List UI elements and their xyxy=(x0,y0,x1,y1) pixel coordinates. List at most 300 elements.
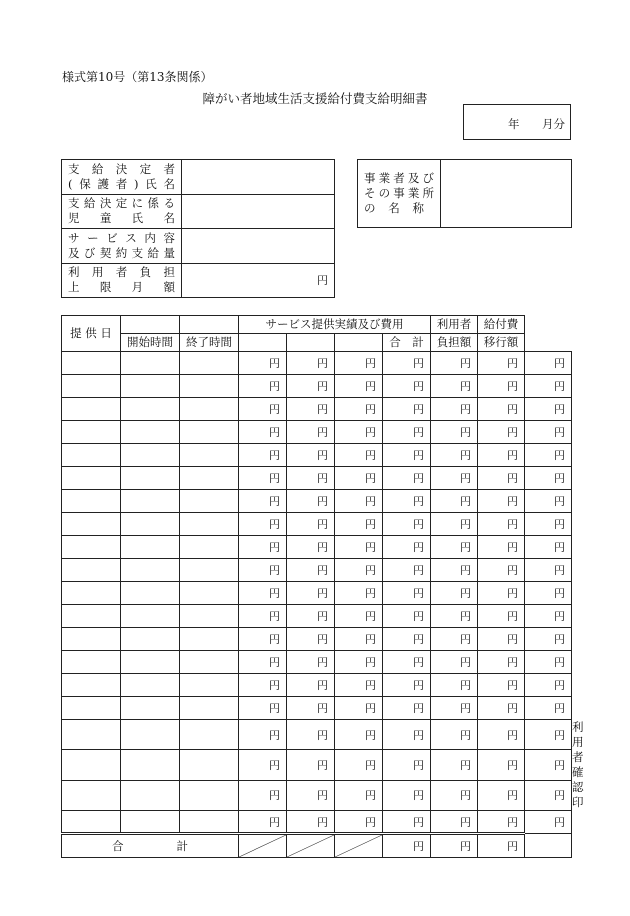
yen-amount-cell[interactable]: 円 xyxy=(335,674,383,697)
yen-amount-cell[interactable]: 円 xyxy=(478,582,525,605)
end-time-cell[interactable] xyxy=(180,750,239,780)
end-time-cell[interactable] xyxy=(180,720,239,750)
label-char: 負 xyxy=(139,265,152,280)
recipient-label-line1 xyxy=(68,196,175,211)
yen-amount-cell[interactable]: 円 xyxy=(335,582,383,605)
yen-amount-cell[interactable]: 円 xyxy=(287,697,335,720)
provision-day-cell[interactable] xyxy=(62,750,121,780)
label-char: 内 xyxy=(144,230,156,245)
yen-amount-cell[interactable]: 円 xyxy=(335,780,383,810)
yen-amount-cell[interactable]: 円 xyxy=(383,375,431,398)
recipient-row xyxy=(62,229,335,264)
yen-amount-cell[interactable]: 円 xyxy=(335,605,383,628)
start-time-cell[interactable] xyxy=(121,605,180,628)
label-char: 支 xyxy=(68,196,80,211)
provision-day-cell[interactable] xyxy=(62,421,121,444)
yen-amount-cell[interactable]: 円 xyxy=(287,444,335,467)
yen-amount-cell[interactable]: 円 xyxy=(287,467,335,490)
yen-amount-cell[interactable]: 円 xyxy=(431,536,478,559)
start-time-cell[interactable] xyxy=(121,720,180,750)
provider-label xyxy=(358,160,441,228)
yen-amount-cell[interactable]: 円 xyxy=(383,628,431,651)
recipient-value-field[interactable] xyxy=(182,194,335,229)
total-column-header: 合 計 xyxy=(383,334,431,352)
yen-amount-cell[interactable]: 円 xyxy=(335,490,383,513)
yen-amount-cell[interactable]: 円 xyxy=(383,536,431,559)
yen-amount-cell[interactable]: 円 xyxy=(525,421,572,444)
provision-day-cell[interactable] xyxy=(62,605,121,628)
label-char: 者 xyxy=(115,176,128,191)
label-char: ス xyxy=(125,230,137,245)
yen-amount-cell[interactable]: 円 xyxy=(335,811,383,834)
yen-amount-cell[interactable]: 円 xyxy=(239,582,287,605)
label-char: 者 xyxy=(393,171,405,185)
yen-amount-cell[interactable]: 円 xyxy=(335,720,383,750)
recipient-label xyxy=(62,263,182,298)
yen-amount-cell[interactable]: 円 xyxy=(335,513,383,536)
table-row xyxy=(62,490,572,513)
yen-amount-cell[interactable]: 円 xyxy=(287,811,335,834)
label-char: 童 xyxy=(99,211,112,226)
total-label-char: 合 xyxy=(112,839,124,853)
table-row xyxy=(62,559,572,582)
provider-name-field[interactable] xyxy=(441,160,572,228)
end-time-cell[interactable] xyxy=(180,352,239,375)
label-char: 氏 xyxy=(131,211,144,226)
end-time-cell[interactable] xyxy=(180,559,239,582)
yen-amount-cell[interactable]: 円 xyxy=(239,421,287,444)
start-time-cell[interactable] xyxy=(121,582,180,605)
end-time-cell[interactable] xyxy=(180,467,239,490)
yen-amount-cell[interactable]: 円 xyxy=(525,697,572,720)
yen-amount-cell[interactable]: 円 xyxy=(287,421,335,444)
yen-amount-cell[interactable]: 円 xyxy=(431,720,478,750)
label-char: 契 xyxy=(99,245,112,260)
yen-amount-cell[interactable]: 円 xyxy=(239,605,287,628)
end-time-cell[interactable] xyxy=(180,582,239,605)
start-time-cell[interactable] xyxy=(121,780,180,810)
label-char: 支 xyxy=(68,161,80,176)
yen-amount-cell[interactable]: 円 xyxy=(335,444,383,467)
start-time-cell[interactable] xyxy=(121,750,180,780)
table-row xyxy=(62,421,572,444)
label-char: の xyxy=(364,201,376,215)
recipient-label-line1 xyxy=(68,265,175,280)
yen-amount-cell[interactable]: 円 xyxy=(431,467,478,490)
table-row xyxy=(62,352,572,375)
slash-line xyxy=(239,835,286,857)
start-time-cell[interactable] xyxy=(121,421,180,444)
provision-day-cell[interactable] xyxy=(62,352,121,375)
end-time-cell[interactable] xyxy=(180,674,239,697)
user-burden-header-1: 利用者 xyxy=(431,316,478,334)
yen-amount-cell[interactable]: 円 xyxy=(525,559,572,582)
start-time-cell[interactable] xyxy=(121,811,180,834)
yen-amount-cell[interactable]: 円 xyxy=(478,490,525,513)
benefit-transfer-header-2: 移行額 xyxy=(478,334,525,352)
yen-amount-cell[interactable]: 円 xyxy=(287,582,335,605)
yen-amount-cell[interactable]: 円 xyxy=(287,352,335,375)
label-char: 定 xyxy=(115,196,128,211)
yen-amount-cell[interactable]: 円 xyxy=(383,720,431,750)
label-char: 業 xyxy=(378,171,391,185)
blank-header-cell xyxy=(180,316,239,334)
yen-amount-cell[interactable]: 円 xyxy=(287,651,335,674)
yen-amount-cell[interactable]: 円 xyxy=(525,444,572,467)
label-char: 決 xyxy=(99,196,112,211)
yen-amount-cell[interactable]: 円 xyxy=(431,375,478,398)
yen-amount-cell[interactable]: 円 xyxy=(431,750,478,780)
slash-line xyxy=(287,835,334,857)
slash-line xyxy=(335,835,382,857)
label-char: び xyxy=(83,245,96,260)
yen-amount-cell[interactable]: 円 xyxy=(335,467,383,490)
label-char: サ xyxy=(68,230,80,245)
yen-amount-cell[interactable]: 円 xyxy=(478,398,525,421)
yen-amount-cell[interactable]: 円 xyxy=(239,651,287,674)
provision-day-cell[interactable] xyxy=(62,811,121,834)
label-char: 給 xyxy=(83,196,96,211)
yen-amount-cell[interactable]: 円 xyxy=(287,375,335,398)
yen-amount-cell[interactable]: 円 xyxy=(525,582,572,605)
start-time-cell[interactable] xyxy=(121,651,180,674)
yen-amount-cell[interactable]: 円 xyxy=(335,559,383,582)
user-confirm-seal-field[interactable] xyxy=(525,834,572,858)
yen-amount-cell[interactable]: 円 xyxy=(431,674,478,697)
yen-amount-cell[interactable]: 円 xyxy=(335,750,383,780)
yen-amount-cell[interactable]: 円 xyxy=(525,720,572,750)
table-row xyxy=(62,398,572,421)
yen-amount-cell[interactable]: 円 xyxy=(431,421,478,444)
label-char: に xyxy=(131,196,144,211)
service-costs-header: サービス提供実績及び費用 xyxy=(239,316,431,334)
yen-amount-cell[interactable]: 円 xyxy=(287,750,335,780)
start-time-cell[interactable] xyxy=(121,490,180,513)
label-char: 所 xyxy=(422,186,434,200)
yen-amount-cell[interactable]: 円 xyxy=(478,720,525,750)
yen-amount-cell[interactable]: 円 xyxy=(383,490,431,513)
yen-amount-cell[interactable]: 円 xyxy=(525,398,572,421)
yen-amount-cell[interactable]: 円 xyxy=(287,674,335,697)
yen-amount-cell[interactable]: 円 xyxy=(383,352,431,375)
yen-amount-cell[interactable]: 円 xyxy=(431,628,478,651)
total-yen-cell[interactable]: 円 xyxy=(431,834,478,858)
yen-amount-cell[interactable]: 円 xyxy=(478,697,525,720)
provision-day-cell[interactable] xyxy=(62,467,121,490)
yen-amount-cell[interactable]: 円 xyxy=(335,421,383,444)
provision-day-cell[interactable] xyxy=(62,628,121,651)
label-char: 護 xyxy=(97,176,109,191)
yen-amount-cell[interactable]: 円 xyxy=(383,750,431,780)
yen-amount-cell[interactable]: 円 xyxy=(287,490,335,513)
label-char: 用 xyxy=(91,265,104,280)
end-time-cell[interactable] xyxy=(180,811,239,834)
crossed-out-cell xyxy=(287,834,335,858)
table-row xyxy=(62,375,572,398)
yen-amount-cell[interactable]: 円 xyxy=(525,780,572,810)
yen-amount-cell[interactable]: 円 xyxy=(431,780,478,810)
provision-day-header: 提 供 日 xyxy=(62,316,121,352)
yen-amount-cell[interactable]: 円 xyxy=(478,674,525,697)
label-char: そ xyxy=(364,186,376,200)
yen-amount-cell[interactable]: 円 xyxy=(525,467,572,490)
yen-amount-cell[interactable]: 円 xyxy=(335,536,383,559)
yen-amount-cell[interactable]: 円 xyxy=(478,605,525,628)
yen-amount-cell[interactable]: 円 xyxy=(478,375,525,398)
label-char: ー xyxy=(87,230,99,245)
yen-amount-cell[interactable]: 円 xyxy=(383,811,431,834)
yen-amount-cell[interactable]: 円 xyxy=(478,513,525,536)
yen-amount-cell[interactable]: 円 xyxy=(287,720,335,750)
yen-amount-cell[interactable]: 円 xyxy=(431,513,478,536)
recipient-row xyxy=(62,263,335,298)
yen-amount-cell[interactable]: 円 xyxy=(525,490,572,513)
label-char: 利 xyxy=(68,265,80,280)
end-time-cell[interactable] xyxy=(180,651,239,674)
yen-amount-cell[interactable]: 円 xyxy=(239,559,287,582)
recipient-label-line1 xyxy=(68,231,175,246)
yen-amount-cell[interactable]: 円 xyxy=(383,467,431,490)
yen-amount-cell[interactable]: 円 xyxy=(525,651,572,674)
table-row xyxy=(62,536,572,559)
provider-label-line1 xyxy=(364,171,434,186)
end-time-header: 終了時間 xyxy=(180,334,239,352)
end-time-cell[interactable] xyxy=(180,421,239,444)
yen-amount-cell[interactable]: 円 xyxy=(383,697,431,720)
label-char: 保 xyxy=(79,176,91,191)
label-char: 容 xyxy=(163,230,175,245)
yen-amount-cell[interactable]: 円 xyxy=(431,811,478,834)
yen-amount-cell[interactable]: 円 xyxy=(525,811,572,834)
provision-day-cell[interactable] xyxy=(62,398,121,421)
yen-amount-cell[interactable]: 円 xyxy=(478,467,525,490)
yen-amount-cell[interactable]: 円 xyxy=(431,605,478,628)
side-spacer xyxy=(525,316,572,334)
yen-amount-cell[interactable]: 円 xyxy=(335,352,383,375)
recipient-label-line2 xyxy=(68,280,175,295)
provision-day-cell[interactable] xyxy=(62,375,121,398)
start-time-cell[interactable] xyxy=(121,467,180,490)
yen-amount-cell[interactable]: 円 xyxy=(383,651,431,674)
label-char: 決 xyxy=(115,161,128,176)
end-time-cell[interactable] xyxy=(180,490,239,513)
yen-amount-cell[interactable]: 円 xyxy=(287,559,335,582)
recipient-label xyxy=(62,194,182,229)
yen-amount-cell[interactable]: 円 xyxy=(239,375,287,398)
yen-amount-cell[interactable]: 円 xyxy=(383,559,431,582)
yen-amount-cell[interactable]: 円 xyxy=(335,398,383,421)
yen-amount-cell[interactable]: 円 xyxy=(525,750,572,780)
provision-day-cell[interactable] xyxy=(62,536,121,559)
end-time-cell[interactable] xyxy=(180,513,239,536)
label-char: 名 xyxy=(163,211,175,226)
provision-day-cell[interactable] xyxy=(62,697,121,720)
period-month-label: 月分 xyxy=(542,117,565,131)
start-time-cell[interactable] xyxy=(121,628,180,651)
yen-amount-cell[interactable]: 円 xyxy=(239,490,287,513)
yen-amount-cell[interactable]: 円 xyxy=(287,398,335,421)
yen-amount-cell[interactable]: 円 xyxy=(287,536,335,559)
yen-amount-cell[interactable]: 円 xyxy=(239,352,287,375)
yen-amount-cell[interactable]: 円 xyxy=(431,582,478,605)
label-char: 者 xyxy=(115,265,128,280)
yen-amount-cell[interactable]: 円 xyxy=(383,780,431,810)
yen-amount-cell[interactable]: 円 xyxy=(239,536,287,559)
start-time-cell[interactable] xyxy=(121,444,180,467)
yen-amount-cell[interactable]: 円 xyxy=(335,375,383,398)
label-char: 支 xyxy=(131,245,144,260)
yen-amount-cell[interactable]: 円 xyxy=(239,674,287,697)
yen-amount-cell[interactable]: 円 xyxy=(383,513,431,536)
yen-amount-cell[interactable]: 円 xyxy=(431,398,478,421)
start-time-cell[interactable] xyxy=(121,398,180,421)
yen-amount-cell[interactable]: 円 xyxy=(383,444,431,467)
table-row xyxy=(62,605,572,628)
yen-amount-cell[interactable]: 円 xyxy=(287,780,335,810)
benefit-transfer-header-1: 給付費 xyxy=(478,316,525,334)
provision-day-cell[interactable] xyxy=(62,651,121,674)
yen-amount-cell[interactable]: 円 xyxy=(478,444,525,467)
yen-amount-cell[interactable]: 円 xyxy=(335,628,383,651)
service-record-table xyxy=(61,315,584,858)
yen-amount-cell[interactable]: 円 xyxy=(239,467,287,490)
yen-amount-cell[interactable]: 円 xyxy=(431,559,478,582)
start-time-cell[interactable] xyxy=(121,352,180,375)
provision-day-cell[interactable] xyxy=(62,559,121,582)
yen-amount-cell[interactable]: 円 xyxy=(525,375,572,398)
total-yen-cell[interactable]: 円 xyxy=(383,834,431,858)
end-time-cell[interactable] xyxy=(180,444,239,467)
cost-subheader-cell xyxy=(335,334,383,352)
end-time-cell[interactable] xyxy=(180,780,239,810)
total-row xyxy=(62,834,572,858)
table-row xyxy=(62,651,572,674)
provision-day-cell[interactable] xyxy=(62,444,121,467)
user-burden-header-2: 負担額 xyxy=(431,334,478,352)
label-char: 者 xyxy=(163,161,175,176)
provision-day-cell[interactable] xyxy=(62,720,121,750)
end-time-cell[interactable] xyxy=(180,536,239,559)
start-time-cell[interactable] xyxy=(121,536,180,559)
yen-amount-cell[interactable]: 円 xyxy=(525,605,572,628)
start-time-cell[interactable] xyxy=(121,674,180,697)
start-time-cell[interactable] xyxy=(121,513,180,536)
provision-day-cell[interactable] xyxy=(62,674,121,697)
yen-amount-cell[interactable]: 円 xyxy=(431,444,478,467)
yen-amount-cell[interactable]: 円 xyxy=(239,720,287,750)
label-char: 月 xyxy=(131,280,144,295)
yen-amount-cell[interactable]: 円 xyxy=(431,651,478,674)
total-yen-cell[interactable]: 円 xyxy=(478,834,525,858)
label-char: 及 xyxy=(68,245,80,260)
yen-amount-cell[interactable]: 円 xyxy=(525,628,572,651)
period-box[interactable] xyxy=(463,104,571,140)
blank-header-cell xyxy=(121,316,180,334)
recipient-label-line1 xyxy=(68,162,175,177)
yen-amount-cell[interactable]: 円 xyxy=(287,513,335,536)
yen-amount-cell[interactable]: 円 xyxy=(525,674,572,697)
yen-amount-cell[interactable]: 円 xyxy=(478,536,525,559)
yen-amount-cell[interactable]: 円 xyxy=(239,513,287,536)
start-time-cell[interactable] xyxy=(121,375,180,398)
recipient-value-field[interactable] xyxy=(182,229,335,264)
yen-amount-cell[interactable]: 円 xyxy=(239,750,287,780)
start-time-cell[interactable] xyxy=(121,559,180,582)
provision-day-cell[interactable] xyxy=(62,490,121,513)
recipient-value-field[interactable] xyxy=(182,160,335,195)
yen-amount-cell[interactable]: 円 xyxy=(287,605,335,628)
yen-amount-cell[interactable]: 円 xyxy=(478,651,525,674)
crossed-out-cell xyxy=(335,834,383,858)
yen-amount-cell[interactable]: 円 xyxy=(239,444,287,467)
yen-amount-cell[interactable]: 円 xyxy=(478,352,525,375)
crossed-out-cell xyxy=(239,834,287,858)
recipient-label-line2 xyxy=(68,211,175,226)
table-row xyxy=(62,467,572,490)
provision-day-cell[interactable] xyxy=(62,780,121,810)
yen-amount-cell[interactable]: 円 xyxy=(335,697,383,720)
yen-amount-cell[interactable]: 円 xyxy=(525,536,572,559)
label-char: ビ xyxy=(106,230,118,245)
yen-amount-cell[interactable]: 円 xyxy=(383,605,431,628)
end-time-cell[interactable] xyxy=(180,697,239,720)
yen-amount-cell[interactable]: 円 xyxy=(335,651,383,674)
label-char: 給 xyxy=(91,161,104,176)
yen-amount-cell[interactable]: 円 xyxy=(478,811,525,834)
yen-amount-cell[interactable]: 円 xyxy=(239,628,287,651)
end-time-cell[interactable] xyxy=(180,605,239,628)
yen-amount-cell[interactable]: 円 xyxy=(239,780,287,810)
yen-amount-cell[interactable]: 円 xyxy=(239,811,287,834)
yen-amount-cell[interactable]: 円 xyxy=(478,421,525,444)
yen-amount-cell[interactable]: 円 xyxy=(478,559,525,582)
yen-amount-cell[interactable]: 円 xyxy=(431,697,478,720)
yen-amount-cell[interactable]: 円 xyxy=(383,421,431,444)
provider-label-line3 xyxy=(364,201,434,216)
label-char: 係 xyxy=(147,196,160,211)
yen-amount-cell[interactable]: 円 xyxy=(478,780,525,810)
cost-subheader-cell xyxy=(239,334,287,352)
yen-amount-cell[interactable]: 円 xyxy=(239,398,287,421)
recipient-value-field[interactable]: 円 xyxy=(182,263,335,298)
yen-amount-cell[interactable]: 円 xyxy=(383,398,431,421)
yen-amount-cell[interactable]: 円 xyxy=(431,352,478,375)
provision-day-cell[interactable] xyxy=(62,582,121,605)
yen-amount-cell[interactable]: 円 xyxy=(478,750,525,780)
table-row xyxy=(62,444,572,467)
yen-amount-cell[interactable]: 円 xyxy=(478,628,525,651)
start-time-cell[interactable] xyxy=(121,697,180,720)
label-char: 限 xyxy=(99,280,112,295)
recipient-label-line2 xyxy=(68,246,175,261)
end-time-cell[interactable] xyxy=(180,375,239,398)
label-char: 担 xyxy=(163,265,175,280)
form-number: 様式第10号（第13条関係） xyxy=(62,70,213,84)
end-time-cell[interactable] xyxy=(180,398,239,421)
yen-amount-cell[interactable]: 円 xyxy=(431,490,478,513)
yen-amount-cell[interactable]: 円 xyxy=(287,628,335,651)
yen-amount-cell[interactable]: 円 xyxy=(525,513,572,536)
label-char: 事 xyxy=(393,186,405,200)
yen-amount-cell[interactable]: 円 xyxy=(525,352,572,375)
label-char: 業 xyxy=(407,186,420,200)
period-year-label: 年 xyxy=(508,117,520,131)
yen-amount-cell[interactable]: 円 xyxy=(383,674,431,697)
yen-amount-cell[interactable]: 円 xyxy=(239,697,287,720)
end-time-cell[interactable] xyxy=(180,628,239,651)
yen-amount-cell[interactable]: 円 xyxy=(383,582,431,605)
provision-day-cell[interactable] xyxy=(62,513,121,536)
